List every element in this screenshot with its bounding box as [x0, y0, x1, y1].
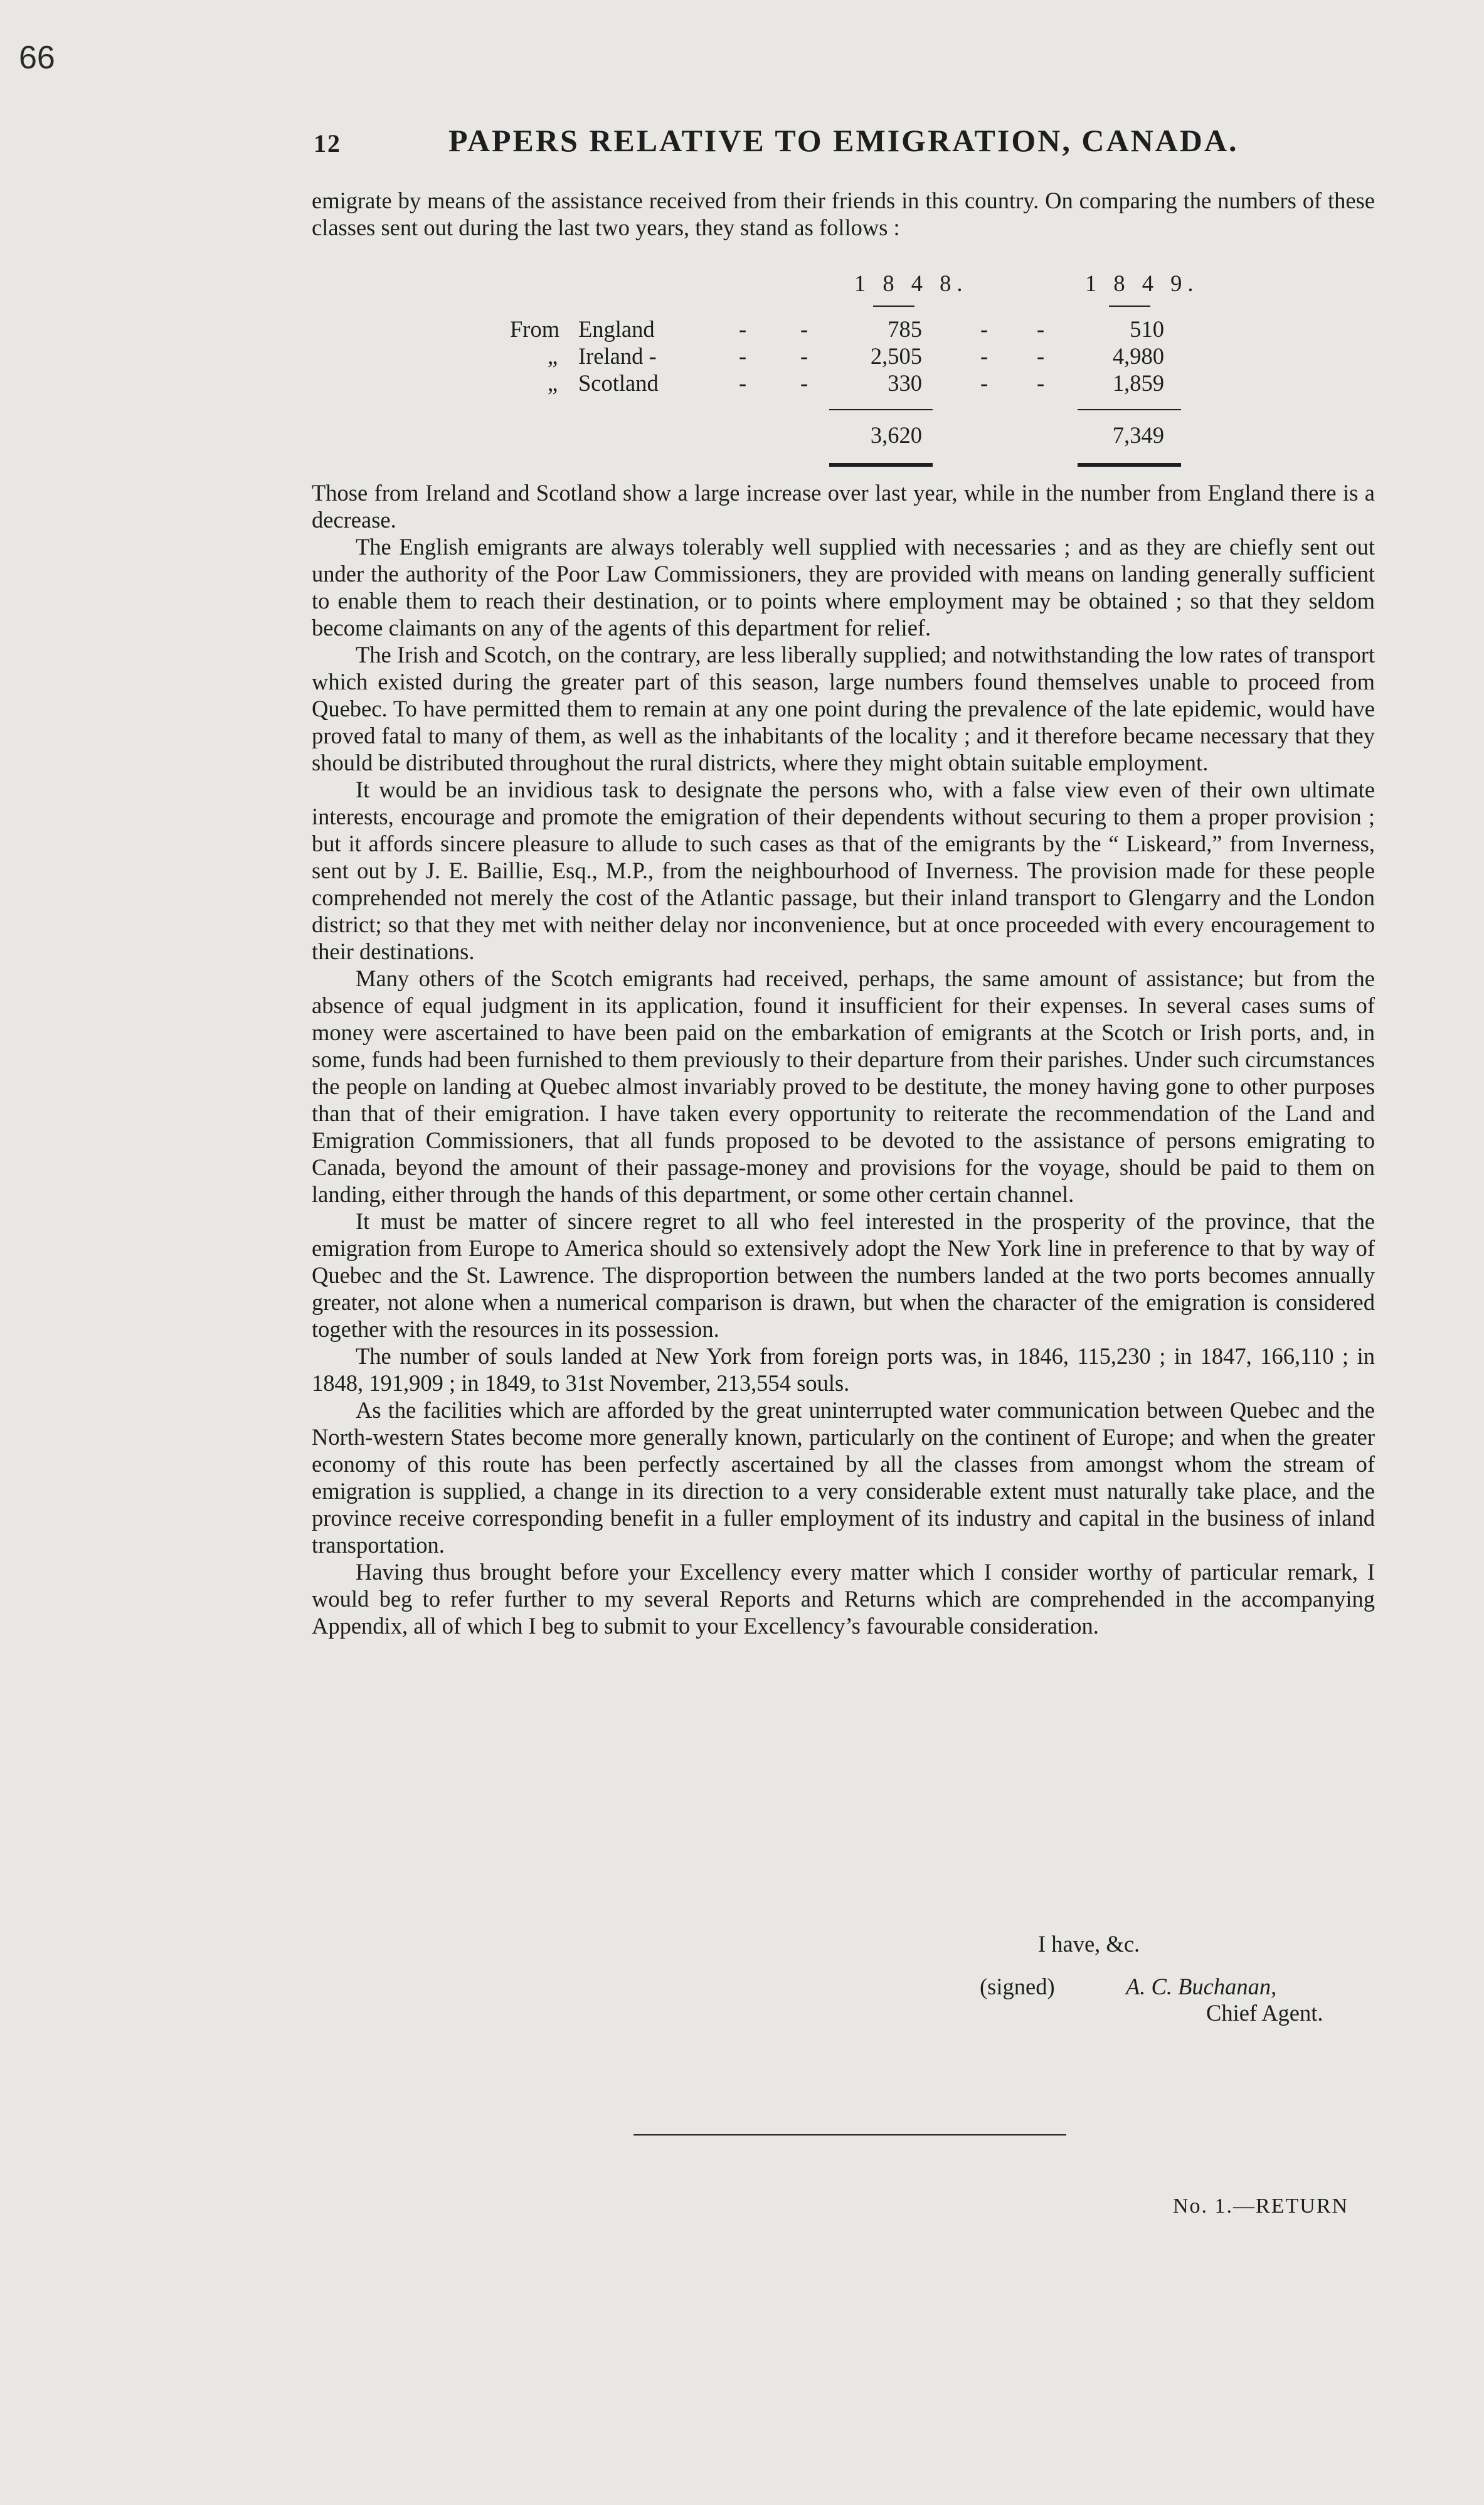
total-1849-double-rule	[1078, 463, 1181, 467]
row-2-dash-b: -	[800, 343, 808, 369]
emigration-table	[0, 0, 1484, 489]
row-3-1848: 330	[888, 370, 922, 396]
closing-divider	[633, 2134, 1066, 2135]
year-1849-header: 1 8 4 9.	[1085, 270, 1199, 296]
row-2-1848: 2,505	[870, 343, 922, 369]
total-1848: 3,620	[870, 422, 922, 448]
paragraph-2: The English emigrants are always tolerably well supplied with necessaries ; and as they are chiefly sent out under the authority of the Poor Law Commissioners, they are provided with means on landing generally sufficient to enable them to reach their destination, or to points where employment may be obtained ; so that they seldom become claimants on any of the agents of this department for relief.	[312, 534, 1375, 641]
scan-page-number: 66	[19, 40, 55, 76]
paragraph-6: It must be matter of sincere regret to all who feel interested in the prosperity of the province, that the emigration from Europe to America should so extensively adopt the New York line in preference to that by way of Quebec and the St. Lawrence. The disproportion between the numbers landed at the two ports becomes annually greater, not alone when a numerical comparison is drawn, but when the character of the emigration is considered together with the resources in its possession.	[312, 1208, 1375, 1342]
signatory-position: Chief Agent.	[1206, 2000, 1323, 2026]
body-text	[312, 479, 1375, 1639]
row-2-ditto: „	[548, 343, 558, 369]
row-3-dash-c: -	[980, 370, 988, 396]
running-head	[314, 122, 1374, 161]
intro-text: emigrate by means of the assistance received from their friends in this country. On comparing the numbers of these classes sent out during the last two years, they stand as follows :	[312, 188, 1375, 240]
row-2-place: Ireland -	[578, 343, 657, 369]
signed-label: (signed)	[980, 1974, 1055, 1999]
row-3-dash-d: -	[1037, 370, 1045, 396]
catchword: No. 1.—RETURN	[1173, 2194, 1349, 2218]
intro-paragraph	[312, 187, 1375, 241]
paragraph-7: The number of souls landed at New York from foreign ports was, in 1846, 115,230 ; in 1847, 166,110 ; in 1848, 191,909 ; in 1849, to 31st November, 213,554 souls.	[312, 1343, 1375, 1396]
row-2-dash-d: -	[1037, 343, 1045, 369]
year-1848-header: 1 8 4 8.	[854, 270, 968, 296]
paragraph-4: It would be an invidious task to designate the persons who, with a false view even of their own ultimate interests, encourage and promote the emigration of their dependents without securing to them a proper provision ; but it affords sincere pleasure to allude to such cases as that of the emigrants by the “ Liskeard,” from Inverness, sent out by J. E. Baillie, Esq., M.P., from the neighbourhood of Inverness. The provision made for these people comprehended not merely the cost of the Atlantic passage, but their inland transport to Glengarry and the London district; so that they met with neither delay nor inconvenience, but at once proceeded with every encouragement to their destinations.	[312, 777, 1375, 964]
row-1-place: England	[578, 316, 655, 342]
paragraph-8: As the facilities which are afforded by the great uninterrupted water communication between Quebec and the North-western States become more generally known, particularly on the continent of Europe; and when the greater economy of this route has been perfectly ascertained by all the classes from amongst whom the stream of emigration is supplied, a change in its direction to a very considerable extent must naturally take place, and the province receive corresponding benefit in a fuller employment of its industry and capital in the business of inland transportation.	[312, 1397, 1375, 1558]
row-1-1848: 785	[888, 316, 922, 342]
total-1848-rule	[829, 409, 933, 410]
row-1-dash-d: -	[1037, 316, 1045, 342]
year-1848-underline	[873, 306, 914, 307]
row-1-dash-c: -	[980, 316, 988, 342]
paragraph-1: Those from Ireland and Scotland show a large increase over last year, while in the number from England there is a decrease.	[312, 480, 1375, 533]
row-1-dash-b: -	[800, 316, 808, 342]
row-2-dash-a: -	[739, 343, 747, 369]
paragraph-5: Many others of the Scotch emigrants had received, perhaps, the same amount of assistance; but from the absence of equal judgment in its application, found it insufficient for their expenses. In several cases sums of money were ascertained to have been paid on the embarkation of emigrants at the Scotch or Irish ports, and, in some, funds had been furnished to them previously to their departure from their parishes. Under such circumstances the people on landing at Quebec almost invariably proved to be destitute, the money having gone to other purposes than that of their emigration. I have taken every opportunity to reiterate the recommendation of the Land and Emigration Commissioners, that all funds proposed to be devoted to the assistance of persons emigrating to Canada, beyond the amount of their passage-money and provisions for the voyage, should be paid to them on landing, either through the hands of this department, or some other certain channel.	[312, 965, 1375, 1207]
paragraph-3: The Irish and Scotch, on the contrary, are less liberally supplied; and notwithstanding the low rates of transport which existed during the greater part of this season, large numbers found themselves unable to proceed from Quebec. To have permitted them to remain at any one point during the prevalence of the late epidemic, would have proved fatal to many of them, as well as the inhabitants of the locality ; and it therefore became necessary that they should be distributed throughout the rural districts, where they might obtain suitable employment.	[312, 642, 1375, 775]
folio: 12	[314, 129, 341, 157]
row-2-dash-c: -	[980, 343, 988, 369]
row-3-1849: 1,859	[1112, 370, 1164, 396]
row-2-1849: 4,980	[1112, 343, 1164, 369]
total-1849-rule	[1078, 409, 1181, 410]
signatory-name: A. C. Buchanan,	[1126, 1974, 1277, 1999]
row-3-dash-b: -	[800, 370, 808, 396]
paragraph-9: Having thus brought before your Excellency every matter which I consider worthy of particular remark, I would beg to refer further to my several Reports and Returns which are comprehended in the accompanying Appendix, all of which I beg to submit to your Excellency’s favourable consideration.	[312, 1559, 1375, 1639]
row-1-prefix: From	[510, 316, 560, 342]
total-1849: 7,349	[1112, 422, 1164, 448]
row-3-place: Scotland	[578, 370, 659, 396]
row-3-ditto: „	[548, 370, 558, 396]
total-1848-double-rule	[829, 463, 933, 467]
salutation: I have, &c.	[1038, 1931, 1140, 1957]
row-1-1849: 510	[1130, 316, 1164, 342]
row-3-dash-a: -	[739, 370, 747, 396]
running-title: PAPERS RELATIVE TO EMIGRATION, CANADA.	[448, 123, 1239, 158]
row-1-dash-a: -	[739, 316, 747, 342]
year-1849-underline	[1109, 306, 1150, 307]
